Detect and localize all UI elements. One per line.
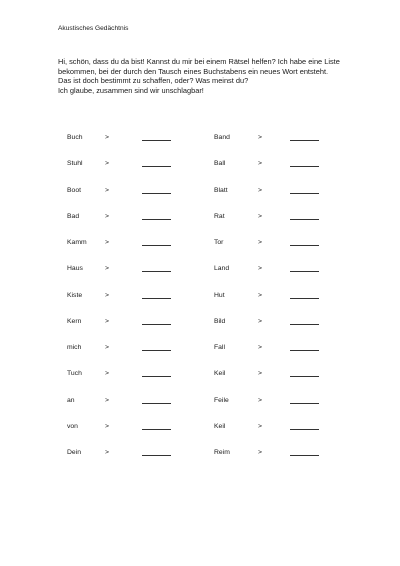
- answer-blank[interactable]: [142, 369, 171, 377]
- intro-line: bekommen, bei der durch den Tausch eines Buchstabens ein neues Wort entsteht.: [58, 66, 329, 76]
- right-word: Tor: [214, 239, 224, 246]
- right-word: Feile: [214, 396, 229, 404]
- answer-blank[interactable]: [142, 159, 171, 167]
- right-word: Hut: [214, 291, 225, 299]
- exercise-row: [0, 133, 400, 143]
- left-word: Kern: [67, 317, 82, 325]
- exercise-row: [0, 396, 400, 406]
- answer-blank[interactable]: [142, 264, 171, 272]
- left-word: Kiste: [67, 291, 83, 299]
- exercise-row: [0, 291, 400, 301]
- exercise-row: [0, 238, 400, 248]
- arrow-symbol: >: [258, 160, 262, 168]
- left-word: Dein: [67, 449, 81, 456]
- left-word: Kamm: [67, 239, 87, 246]
- arrow-symbol: >: [105, 396, 109, 404]
- left-word: mich: [67, 344, 82, 351]
- arrow-symbol: >: [105, 134, 109, 141]
- arrow-symbol: >: [105, 344, 109, 351]
- arrow-symbol: >: [105, 265, 109, 273]
- arrow-symbol: >: [105, 239, 109, 246]
- exercise-row: [0, 317, 400, 327]
- answer-blank[interactable]: [142, 317, 171, 325]
- right-word: Band: [214, 134, 230, 141]
- exercise-row: [0, 264, 400, 274]
- left-word: Boot: [67, 186, 81, 194]
- answer-blank[interactable]: [290, 291, 319, 299]
- right-word: Blatt: [214, 186, 228, 194]
- exercise-row: [0, 186, 400, 196]
- left-word: Buch: [67, 134, 83, 141]
- arrow-symbol: >: [258, 265, 262, 273]
- answer-blank[interactable]: [142, 291, 171, 299]
- answer-blank[interactable]: [290, 212, 319, 220]
- left-word: an: [67, 396, 75, 404]
- arrow-symbol: >: [258, 449, 262, 456]
- answer-blank[interactable]: [142, 448, 171, 456]
- answer-blank[interactable]: [290, 343, 319, 351]
- right-word: Land: [214, 265, 230, 273]
- arrow-symbol: >: [105, 212, 109, 220]
- arrow-symbol: >: [258, 370, 262, 378]
- exercise-row: [0, 448, 400, 458]
- arrow-symbol: >: [258, 344, 262, 351]
- right-word: Rat: [214, 212, 225, 220]
- exercise-row: [0, 159, 400, 169]
- exercise-row: [0, 343, 400, 353]
- intro-line: Hi, schön, dass du da bist! Kannst du mir bei einem Rätsel helfen? Ich habe eine Liste: [58, 57, 340, 66]
- answer-blank[interactable]: [142, 238, 171, 246]
- arrow-symbol: >: [258, 212, 262, 220]
- answer-blank[interactable]: [290, 264, 319, 272]
- answer-blank[interactable]: [290, 238, 319, 246]
- arrow-symbol: >: [105, 422, 109, 430]
- answer-blank[interactable]: [142, 422, 171, 430]
- right-word: Keil: [214, 422, 226, 430]
- answer-blank[interactable]: [142, 343, 171, 351]
- answer-blank[interactable]: [142, 212, 171, 220]
- answer-blank[interactable]: [290, 369, 319, 377]
- answer-blank[interactable]: [142, 186, 171, 194]
- right-word: Keil: [214, 370, 226, 378]
- left-word: Tuch: [67, 370, 82, 378]
- answer-blank[interactable]: [290, 186, 319, 194]
- right-word: Fall: [214, 344, 225, 351]
- arrow-symbol: >: [258, 134, 262, 141]
- right-word: Ball: [214, 160, 226, 168]
- arrow-symbol: >: [105, 370, 109, 378]
- arrow-symbol: >: [258, 239, 262, 246]
- answer-blank[interactable]: [290, 133, 319, 141]
- answer-blank[interactable]: [290, 317, 319, 325]
- arrow-symbol: >: [105, 186, 109, 194]
- arrow-symbol: >: [258, 291, 262, 299]
- intro-line: Ich glaube, zusammen sind wir unschlagbar!: [58, 85, 204, 95]
- arrow-symbol: >: [258, 317, 262, 325]
- left-word: Haus: [67, 265, 83, 273]
- arrow-symbol: >: [105, 291, 109, 299]
- document-title: Akustisches Gedächtnis: [58, 25, 129, 32]
- arrow-symbol: >: [105, 449, 109, 456]
- arrow-symbol: >: [258, 396, 262, 404]
- left-word: Stuhl: [67, 160, 83, 168]
- answer-blank[interactable]: [142, 396, 171, 404]
- exercise-row: [0, 422, 400, 432]
- left-word: von: [67, 422, 78, 430]
- answer-blank[interactable]: [290, 396, 319, 404]
- right-word: Reim: [214, 449, 230, 456]
- intro-line: Das ist doch bestimmt zu schaffen, oder? Was meinst du?: [58, 76, 249, 86]
- arrow-symbol: >: [258, 186, 262, 194]
- arrow-symbol: >: [105, 160, 109, 168]
- right-word: Bild: [214, 317, 226, 325]
- answer-blank[interactable]: [290, 422, 319, 430]
- answer-blank[interactable]: [290, 159, 319, 167]
- exercise-row: [0, 212, 400, 222]
- answer-blank[interactable]: [142, 133, 171, 141]
- arrow-symbol: >: [105, 317, 109, 325]
- exercise-row: [0, 369, 400, 379]
- left-word: Bad: [67, 212, 80, 220]
- answer-blank[interactable]: [290, 448, 319, 456]
- arrow-symbol: >: [258, 422, 262, 430]
